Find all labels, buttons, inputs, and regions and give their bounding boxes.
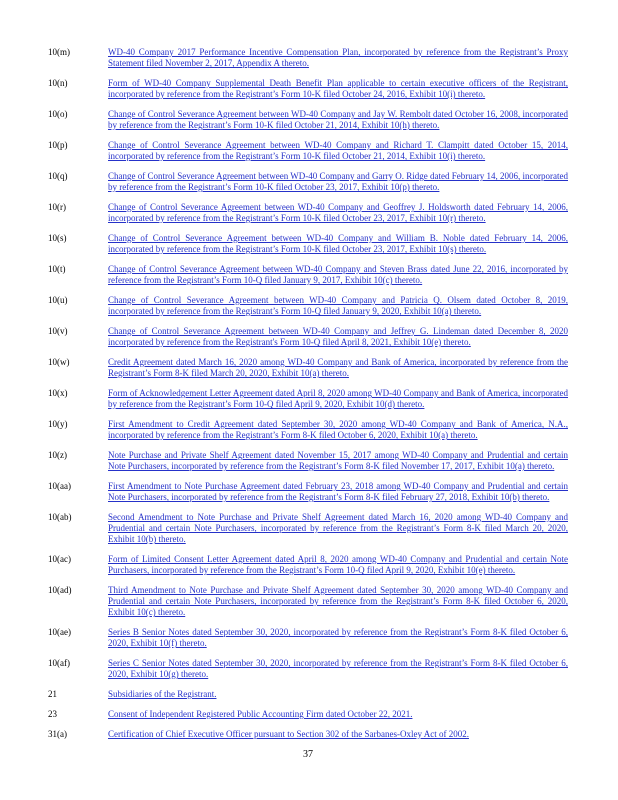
exhibit-link[interactable]: First Amendment to Note Purchase Agreement dated February 23, 2018 among WD-40 Company and Prudential and certain Note Purchasers, incorporated by reference from the Registrant’s Form 8-K filed February 27, 2018, Exhibit 10(b) thereto. [108, 481, 568, 502]
exhibit-description [108, 689, 568, 700]
exhibit-row [48, 171, 568, 193]
exhibit-number: 10(u) [48, 295, 68, 305]
exhibit-row [48, 295, 568, 317]
exhibit-number: 10(w) [48, 357, 70, 367]
exhibit-description [108, 264, 568, 286]
exhibit-description [108, 326, 568, 348]
exhibit-row [48, 140, 568, 162]
exhibit-link[interactable]: Subsidiaries of the Registrant. [108, 689, 217, 699]
exhibit-description [108, 202, 568, 224]
exhibit-description [108, 709, 568, 720]
exhibit-number: 10(s) [48, 233, 67, 243]
exhibit-description [108, 512, 568, 545]
exhibit-row [48, 47, 568, 69]
exhibit-number: 10(ad) [48, 585, 72, 595]
exhibit-link[interactable]: Change of Control Severance Agreement between WD-40 Company and Jay W. Rembolt dated October 16, 2008, incorporated by reference from the Registrant’s Form 10-K filed October 21, 2014, Exhibit 10(h) thereto. [108, 109, 568, 130]
exhibit-link[interactable]: Change of Control Severance Agreement between WD-40 Company and Steven Brass dated June 22, 2016, incorporated by reference from the Registrant’s Form 10-Q filed January 9, 2017, Exhibit 10(c) thereto. [108, 264, 568, 285]
exhibit-number: 10(r) [48, 202, 66, 212]
exhibit-description [108, 171, 568, 193]
exhibit-description [108, 295, 568, 317]
exhibit-link[interactable]: Series B Senior Notes dated September 30, 2020, incorporated by reference from the Registrant’s Form 8-K filed October 6, 2020, Exhibit 10(f) thereto. [108, 627, 568, 648]
exhibit-link[interactable]: Change of Control Severance Agreement between WD-40 Company and William B. Noble dated February 14, 2006, incorporated by reference from the Registrant’s Form 10-K filed October 23, 2017, Exhibit 10(s) thereto. [108, 233, 568, 254]
exhibit-row [48, 202, 568, 224]
exhibit-row [48, 388, 568, 410]
exhibit-number: 23 [48, 709, 57, 719]
exhibit-link[interactable]: Change of Control Severance Agreement between WD-40 Company and Richard T. Clampitt dated October 15, 2014, incorporated by reference from the Registrant’s Form 10-K filed October 21, 2014, Exhibit 10(i) thereto. [108, 140, 568, 161]
exhibit-number: 10(y) [48, 419, 68, 429]
exhibit-number: 10(p) [48, 140, 68, 150]
exhibit-row [48, 585, 568, 618]
exhibit-row [48, 264, 568, 286]
exhibit-number: 10(t) [48, 264, 66, 274]
exhibit-link[interactable]: Change of Control Severance Agreement between WD-40 Company and Garry O. Ridge dated February 14, 2006, incorporated by reference from the Registrant’s Form 10-K filed October 23, 2017, Exhibit 10(p) thereto. [108, 171, 568, 192]
exhibit-description [108, 481, 568, 503]
exhibit-row [48, 109, 568, 131]
exhibit-description [108, 357, 568, 379]
exhibit-description [108, 419, 568, 441]
exhibit-number: 10(ae) [48, 627, 71, 637]
exhibit-link[interactable]: First Amendment to Credit Agreement dated September 30, 2020 among WD-40 Company and Bank of America, N.A., incorporated by reference from the Registrant’s Form 8-K filed October 6, 2020, Exhibit 10(a) thereto. [108, 419, 568, 440]
exhibit-description [108, 78, 568, 100]
exhibit-link[interactable]: Note Purchase and Private Shelf Agreement dated November 15, 2017 among WD-40 Company and Prudential and certain Note Purchasers, incorporated by reference from the Registrant’s Form 8-K filed November 17, 2017, Exhibit 10(a) thereto. [108, 450, 568, 471]
exhibit-description [108, 585, 568, 618]
exhibit-number: 10(af) [48, 658, 70, 668]
exhibit-row [48, 450, 568, 472]
exhibit-row [48, 627, 568, 649]
exhibit-link[interactable]: Series C Senior Notes dated September 30, 2020, incorporated by reference from the Registrant’s Form 8-K filed October 6, 2020, Exhibit 10(g) thereto. [108, 658, 568, 679]
exhibit-row [48, 512, 568, 545]
exhibit-description [108, 140, 568, 162]
exhibit-number: 10(aa) [48, 481, 71, 491]
exhibit-number: 10(n) [48, 78, 68, 88]
exhibit-row [48, 729, 568, 740]
exhibit-description [108, 388, 568, 410]
exhibit-description [108, 109, 568, 131]
exhibit-link[interactable]: Third Amendment to Note Purchase and Private Shelf Agreement dated September 30, 2020 among WD-40 Company and Prudential and certain Note Purchasers, incorporated by reference from the Registrant’s Form 8-K filed October 6, 2020, Exhibit 10(c) thereto. [108, 585, 568, 617]
exhibit-row [48, 689, 568, 700]
exhibit-link[interactable]: Credit Agreement dated March 16, 2020 among WD-40 Company and Bank of America, incorporated by reference from the Registrant’s Form 8-K filed March 20, 2020, Exhibit 10(a) thereto. [108, 357, 568, 378]
exhibit-number: 10(x) [48, 388, 68, 398]
exhibit-row [48, 233, 568, 255]
exhibit-row [48, 78, 568, 100]
exhibit-link[interactable]: Form of Limited Consent Letter Agreement dated April 8, 2020 among WD-40 Company and Prudential and certain Note Purchasers, incorporated by reference from the Registrant’s Form 10-Q filed April 9, 2020, Exhibit 10(e) thereto. [108, 554, 568, 575]
exhibit-row [48, 658, 568, 680]
exhibit-number: 10(m) [48, 47, 70, 57]
exhibit-description [108, 729, 568, 740]
exhibit-list [48, 47, 568, 740]
exhibit-number: 10(o) [48, 109, 68, 119]
exhibit-number: 31(a) [48, 729, 67, 739]
exhibit-link[interactable]: Form of WD-40 Company Supplemental Death Benefit Plan applicable to certain executive officers of the Registrant, incorporated by reference from the Registrant’s Form 10-K filed October 24, 2016, Exhibit 10(i) thereto. [108, 78, 568, 99]
exhibit-description [108, 554, 568, 576]
exhibit-description [108, 627, 568, 649]
exhibit-row [48, 419, 568, 441]
exhibit-index [48, 47, 568, 761]
exhibit-row [48, 326, 568, 348]
exhibit-description [108, 47, 568, 69]
exhibit-number: 10(ac) [48, 554, 71, 564]
exhibit-number: 10(ab) [48, 512, 72, 522]
page-number: 37 [303, 749, 313, 760]
exhibit-link[interactable]: Consent of Independent Registered Public Accounting Firm dated October 22, 2021. [108, 709, 413, 719]
exhibit-link[interactable]: Certification of Chief Executive Officer pursuant to Section 302 of the Sarbanes-Oxley Act of 2002. [108, 729, 469, 739]
exhibit-row [48, 554, 568, 576]
exhibit-link[interactable]: Change of Control Severance Agreement between WD-40 Company and Geoffrey J. Holdsworth dated February 14, 2006, incorporated by reference from the Registrant’s Form 10-K filed October 23, 2017, Exhibit 10(r) thereto. [108, 202, 568, 223]
exhibit-description [108, 233, 568, 255]
exhibit-link[interactable]: Form of Acknowledgement Letter Agreement dated April 8, 2020 among WD-40 Company and Bank of America, incorporated by reference from the Registrant’s Form 10-Q filed April 9, 2020, Exhibit 10(d) thereto. [108, 388, 568, 409]
exhibit-row [48, 709, 568, 720]
exhibit-number: 10(v) [48, 326, 68, 336]
exhibit-link[interactable]: Change of Control Severance Agreement between WD-40 Company and Patricia Q. Olsem dated October 8, 2019, incorporated by reference from the Registrant’s Form 10-Q filed January 9, 2020, Exhibit 10(a) thereto. [108, 295, 568, 316]
exhibit-number: 21 [48, 689, 57, 699]
exhibit-description [108, 658, 568, 680]
exhibit-link[interactable]: Second Amendment to Note Purchase and Private Shelf Agreement dated March 16, 2020 among WD-40 Company and Prudential and certain Note Purchasers, incorporated by reference from the Registrant’s Form 8-K filed March 20, 2020, Exhibit 10(b) thereto. [108, 512, 568, 544]
exhibit-number: 10(q) [48, 171, 68, 181]
exhibit-row [48, 357, 568, 379]
exhibit-link[interactable]: Change of Control Severance Agreement between WD-40 Company and Jeffrey G. Lindeman dated December 8, 2020 incorporated by reference from the Registrant's Form 10-Q filed April 8, 2021, Exhibit 10(e) thereto. [108, 326, 568, 347]
exhibit-number: 10(z) [48, 450, 67, 460]
exhibit-description [108, 450, 568, 472]
exhibit-row [48, 481, 568, 503]
exhibit-link[interactable]: WD-40 Company 2017 Performance Incentive Compensation Plan, incorporated by reference from the Registrant’s Proxy Statement filed November 2, 2017, Appendix A thereto. [108, 47, 568, 68]
